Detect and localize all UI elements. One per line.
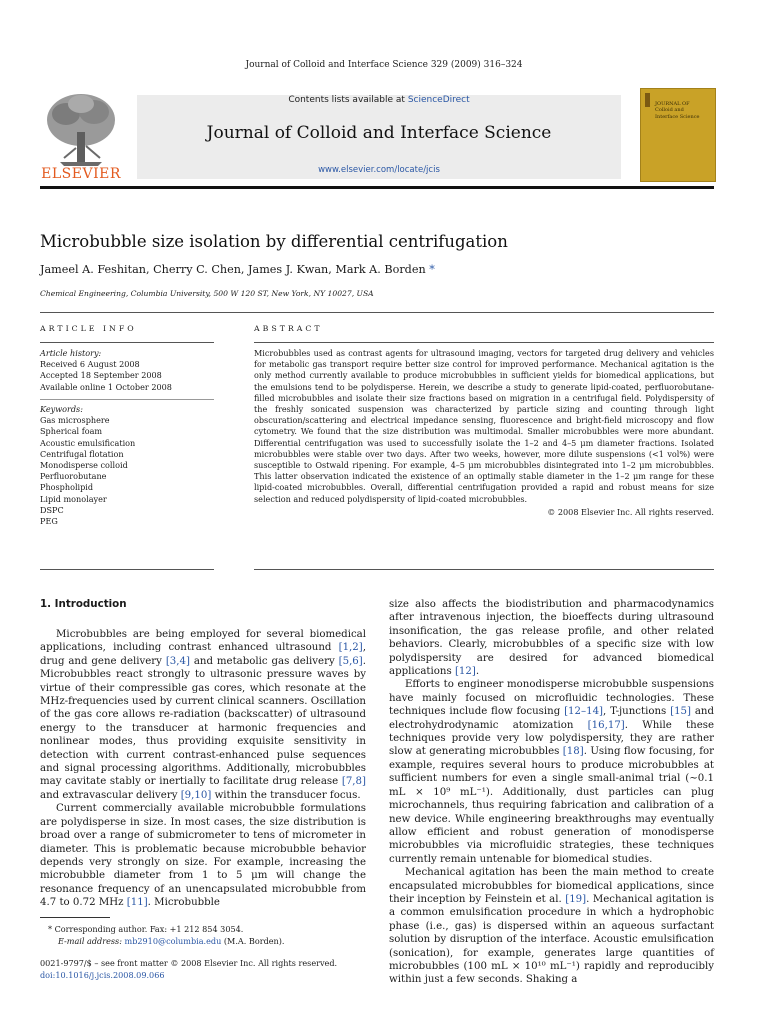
paragraph-text: and electrohydrodynamic atomization bbox=[389, 706, 714, 731]
citation-link[interactable]: [15] bbox=[670, 706, 692, 718]
paragraph-text: within the transducer focus. bbox=[211, 789, 361, 801]
paragraph-text: Microbubbles are being employed for several biomedical applications, including contrast enhanced ultrasound bbox=[40, 629, 366, 654]
article-title: Microbubble size isolation by differential centrifugation bbox=[40, 232, 508, 251]
paragraph-text: and extravascular delivery bbox=[40, 789, 181, 801]
info-bottom-rule bbox=[40, 569, 214, 570]
contents-prefix: Contents lists available at bbox=[288, 95, 408, 105]
abstract-text: Microbubbles used as contrast agents for ultrasound imaging, vectors for targeted drug delivery and vehicles for metabolic gas transport require better size control for improved performance. Mechanical agitation is the only method currently available to produce microbubbles in sufficient yields for biomedical applications, but the emulsions tend to be polydisperse. Herein, we describe a study to generate lipid-coated, perfluorobutane-filled microbubbles and isolate their size fractions based on migration in a centrifugal field. Polydispersity of the freshly sonicated suspension was characterized by particle sizing and counting through light obscuration/scattering and electrical impedance sensing, fluorescence and bright-field microscopy and flow cytometry. We found that the size distribution was multimodal. Smaller microbubbles were more abundant. Differential centrifugation was used to successfully isolate the 1–2 and 4–5 μm diameter fractions. Isolated microbubbles were stable over two days. After two weeks, however, more dilute suspensions (<1 vol%) were susceptible to Ostwald ripening. For example, 4–5 μm microbubbles disintegrated into 1–2 μm microbubbles. This latter observation indicated the existence of an optimally stable diameter in the 1–2 μm range for these lipid-coated microbubbles. Overall, differential centrifugation provided a rapid and robust means for size selection and reduced polydispersity of lipid-coated microbubbles. bbox=[254, 348, 714, 504]
history-online: Available online 1 October 2008 bbox=[40, 381, 172, 392]
citation-link[interactable]: [11] bbox=[126, 897, 148, 909]
article-info-rule bbox=[40, 342, 214, 343]
journal-url-link[interactable]: www.elsevier.com/locate/jcis bbox=[318, 165, 440, 175]
intro-right-column bbox=[389, 598, 714, 987]
cover-line: Interface Science bbox=[655, 113, 700, 120]
footnote-rule bbox=[40, 917, 110, 918]
paragraph-text: . bbox=[475, 666, 480, 678]
email-link[interactable]: mb2910@columbia.edu bbox=[124, 936, 222, 946]
keywords-label: Keywords: bbox=[40, 404, 83, 414]
citation-link[interactable]: [18] bbox=[562, 746, 584, 758]
paragraph-text: size also affects the biodistribution and pharmacodynamics after intravenous injection, the bioeffects during ultrasound insonification, the gas release profile, and other related behaviors. Clearly, microbubbles of a specific size with low polydispersity are desired for advanced biomedical applications bbox=[389, 599, 714, 678]
cover-title bbox=[655, 101, 700, 120]
journal-cover bbox=[640, 88, 716, 182]
keyword: Lipid monolayer bbox=[40, 493, 107, 504]
front-matter-note: 0021-9797/$ – see front matter © 2008 Elsevier Inc. All rights reserved. bbox=[40, 958, 338, 968]
paragraph-text: . Using flow focusing, for example, requires several hours to produce microbubbles at sufficient numbers for even a single small-animal trial (∼0.1 mL × 10⁹ mL⁻¹). Additionally, dust particles can plug microchannels, thus requiring fabrication and calibration of a new device. While engineering breakthroughs may eventually allow efficient and robust generation of monodisperse microbubbles via microfluidic strategies, these techniques currently remain untenable for biomedical studies. bbox=[389, 746, 715, 865]
paragraph-text: , T-junctions bbox=[603, 706, 671, 718]
author-list bbox=[40, 263, 435, 276]
intro-paragraph bbox=[389, 866, 714, 987]
citation-link[interactable]: [3,4] bbox=[165, 655, 190, 667]
keyword: Spherical foam bbox=[40, 426, 103, 437]
email-footnote bbox=[58, 936, 285, 948]
authors-text: Jameel A. Feshitan, Cherry C. Chen, James J. Kwan, Mark A. Borden bbox=[40, 263, 426, 276]
section-rule bbox=[40, 312, 714, 313]
keyword: PEG bbox=[40, 516, 58, 527]
paragraph-text: . Microbubble bbox=[147, 897, 220, 909]
keyword: Perfluorobutane bbox=[40, 471, 107, 482]
citation-link[interactable]: [1,2] bbox=[338, 642, 363, 654]
paragraph-text: . Mechanical agitation is a common emulsification procedure in which a hydrophobic phase (i.e., gas) is dispersed within an aqueous surfactant solution by disruption of the interface. Acoustic emulsification (sonication), for example, generates large quantities of microbubbles (100 mL × 10¹⁰ mL⁻¹) rapidly and reproducibly within just a few seconds. Shaking a bbox=[389, 893, 714, 986]
email-name: (M.A. Borden). bbox=[223, 936, 285, 946]
keyword: Phospholipid bbox=[40, 482, 94, 493]
intro-paragraph bbox=[389, 598, 714, 678]
doi-link[interactable]: doi:10.1016/j.jcis.2008.09.066 bbox=[40, 970, 165, 980]
citation-link[interactable]: [7,8] bbox=[341, 776, 366, 788]
header-rule bbox=[40, 186, 714, 189]
keyword: Centrifugal flotation bbox=[40, 448, 124, 459]
paragraph-text: Mechanical agitation has been the main method to create encapsulated microbubbles for biomedical applications, since their inception by Feinstein et al. bbox=[389, 867, 714, 905]
paragraph-text: . While these techniques provide very low polydispersity, they are rather slow at generating microbubbles bbox=[389, 719, 714, 758]
elsevier-logo bbox=[40, 88, 122, 184]
intro-left-column bbox=[40, 628, 366, 910]
article-info-heading: ARTICLE INFO bbox=[40, 324, 137, 333]
journal-banner bbox=[137, 95, 621, 179]
paragraph-text: Efforts to engineer monodisperse microbubble suspensions have mainly focused on microfluidic technologies. These techniques include flow focusing bbox=[389, 679, 714, 718]
email-label: E-mail address: bbox=[58, 936, 122, 946]
paragraph-text: . Microbubbles react strongly to ultrasonic pressure waves by virtue of their compressible gas cores, which resonate at the MHz-frequencies used by current clinical scanners. Oscillation of the gas core allows re-radiation (backscatter) of ultrasound energy to the transducer at harmonic frequencies and nonlinear modes, thus providing exquisite sensitivity in detection with current contrast-enhanced pulse sequences and signal processing algorithms. Additionally, microbubbles may cavitate stably or inertially to facilitate drug release bbox=[40, 655, 367, 788]
history-received: Received 6 August 2008 bbox=[40, 359, 140, 370]
keyword: Gas microsphere bbox=[40, 415, 110, 426]
intro-paragraph bbox=[40, 802, 366, 909]
keywords-rule bbox=[40, 399, 214, 400]
history-label: Article history: bbox=[40, 348, 102, 358]
journal-title: Journal of Colloid and Interface Science bbox=[206, 123, 552, 143]
publisher-name: ELSEVIER bbox=[41, 166, 121, 182]
citation-link[interactable]: [12] bbox=[454, 666, 476, 678]
citation-link[interactable]: [16,17] bbox=[587, 719, 625, 731]
paragraph-text: , drug and gene delivery bbox=[40, 642, 366, 667]
cover-strip bbox=[645, 93, 650, 107]
keywords-block bbox=[40, 404, 214, 527]
abstract-heading: ABSTRACT bbox=[254, 324, 323, 333]
corresponding-footnote: * Corresponding author. Fax: +1 212 854 3054. bbox=[48, 924, 244, 934]
keyword: Acoustic emulsification bbox=[40, 437, 136, 448]
history-accepted: Accepted 18 September 2008 bbox=[40, 370, 162, 381]
paragraph-text: Current commercially available microbubble formulations are polydisperse in size. In most cases, the size distribution is broad over a range of submicrometer to tens of micrometer in diameter. This is problematic because microbubble behavior depends very strongly on size. For example, increasing the microbubble diameter from 1 to 5 μm will change the resonance frequency of an unencapsulated microbubble from 4.7 to 0.72 MHz bbox=[40, 803, 366, 909]
intro-heading: 1. Introduction bbox=[40, 598, 127, 610]
citation-link[interactable]: [12–14] bbox=[564, 706, 604, 718]
contents-line bbox=[137, 95, 621, 105]
abstract-rule bbox=[254, 342, 714, 343]
citation-link[interactable]: [5,6] bbox=[338, 655, 363, 667]
citation-link[interactable]: [9,10] bbox=[180, 789, 212, 801]
paragraph-text: and metabolic gas delivery bbox=[189, 655, 339, 667]
article-history bbox=[40, 348, 214, 393]
keyword: DSPC bbox=[40, 504, 64, 515]
cover-line: JOURNAL OF bbox=[655, 101, 690, 107]
affiliation: Chemical Engineering, Columbia University, 500 W 120 ST, New York, NY 10027, USA bbox=[40, 289, 374, 298]
sciencedirect-link[interactable]: ScienceDirect bbox=[407, 95, 470, 105]
corresponding-author-mark[interactable]: * bbox=[429, 263, 435, 276]
cover-line: Colloid and bbox=[655, 107, 684, 114]
abstract-body bbox=[254, 348, 714, 518]
keyword: Monodisperse colloid bbox=[40, 460, 128, 471]
abstract-bottom-rule bbox=[254, 569, 714, 570]
running-head: Journal of Colloid and Interface Science 329 (2009) 316–324 bbox=[245, 60, 523, 70]
abstract-copyright: © 2008 Elsevier Inc. All rights reserved. bbox=[547, 506, 714, 517]
intro-paragraph bbox=[389, 678, 714, 866]
intro-paragraph bbox=[40, 628, 366, 802]
keywords-list bbox=[40, 415, 214, 527]
citation-link[interactable]: [19] bbox=[565, 893, 587, 905]
